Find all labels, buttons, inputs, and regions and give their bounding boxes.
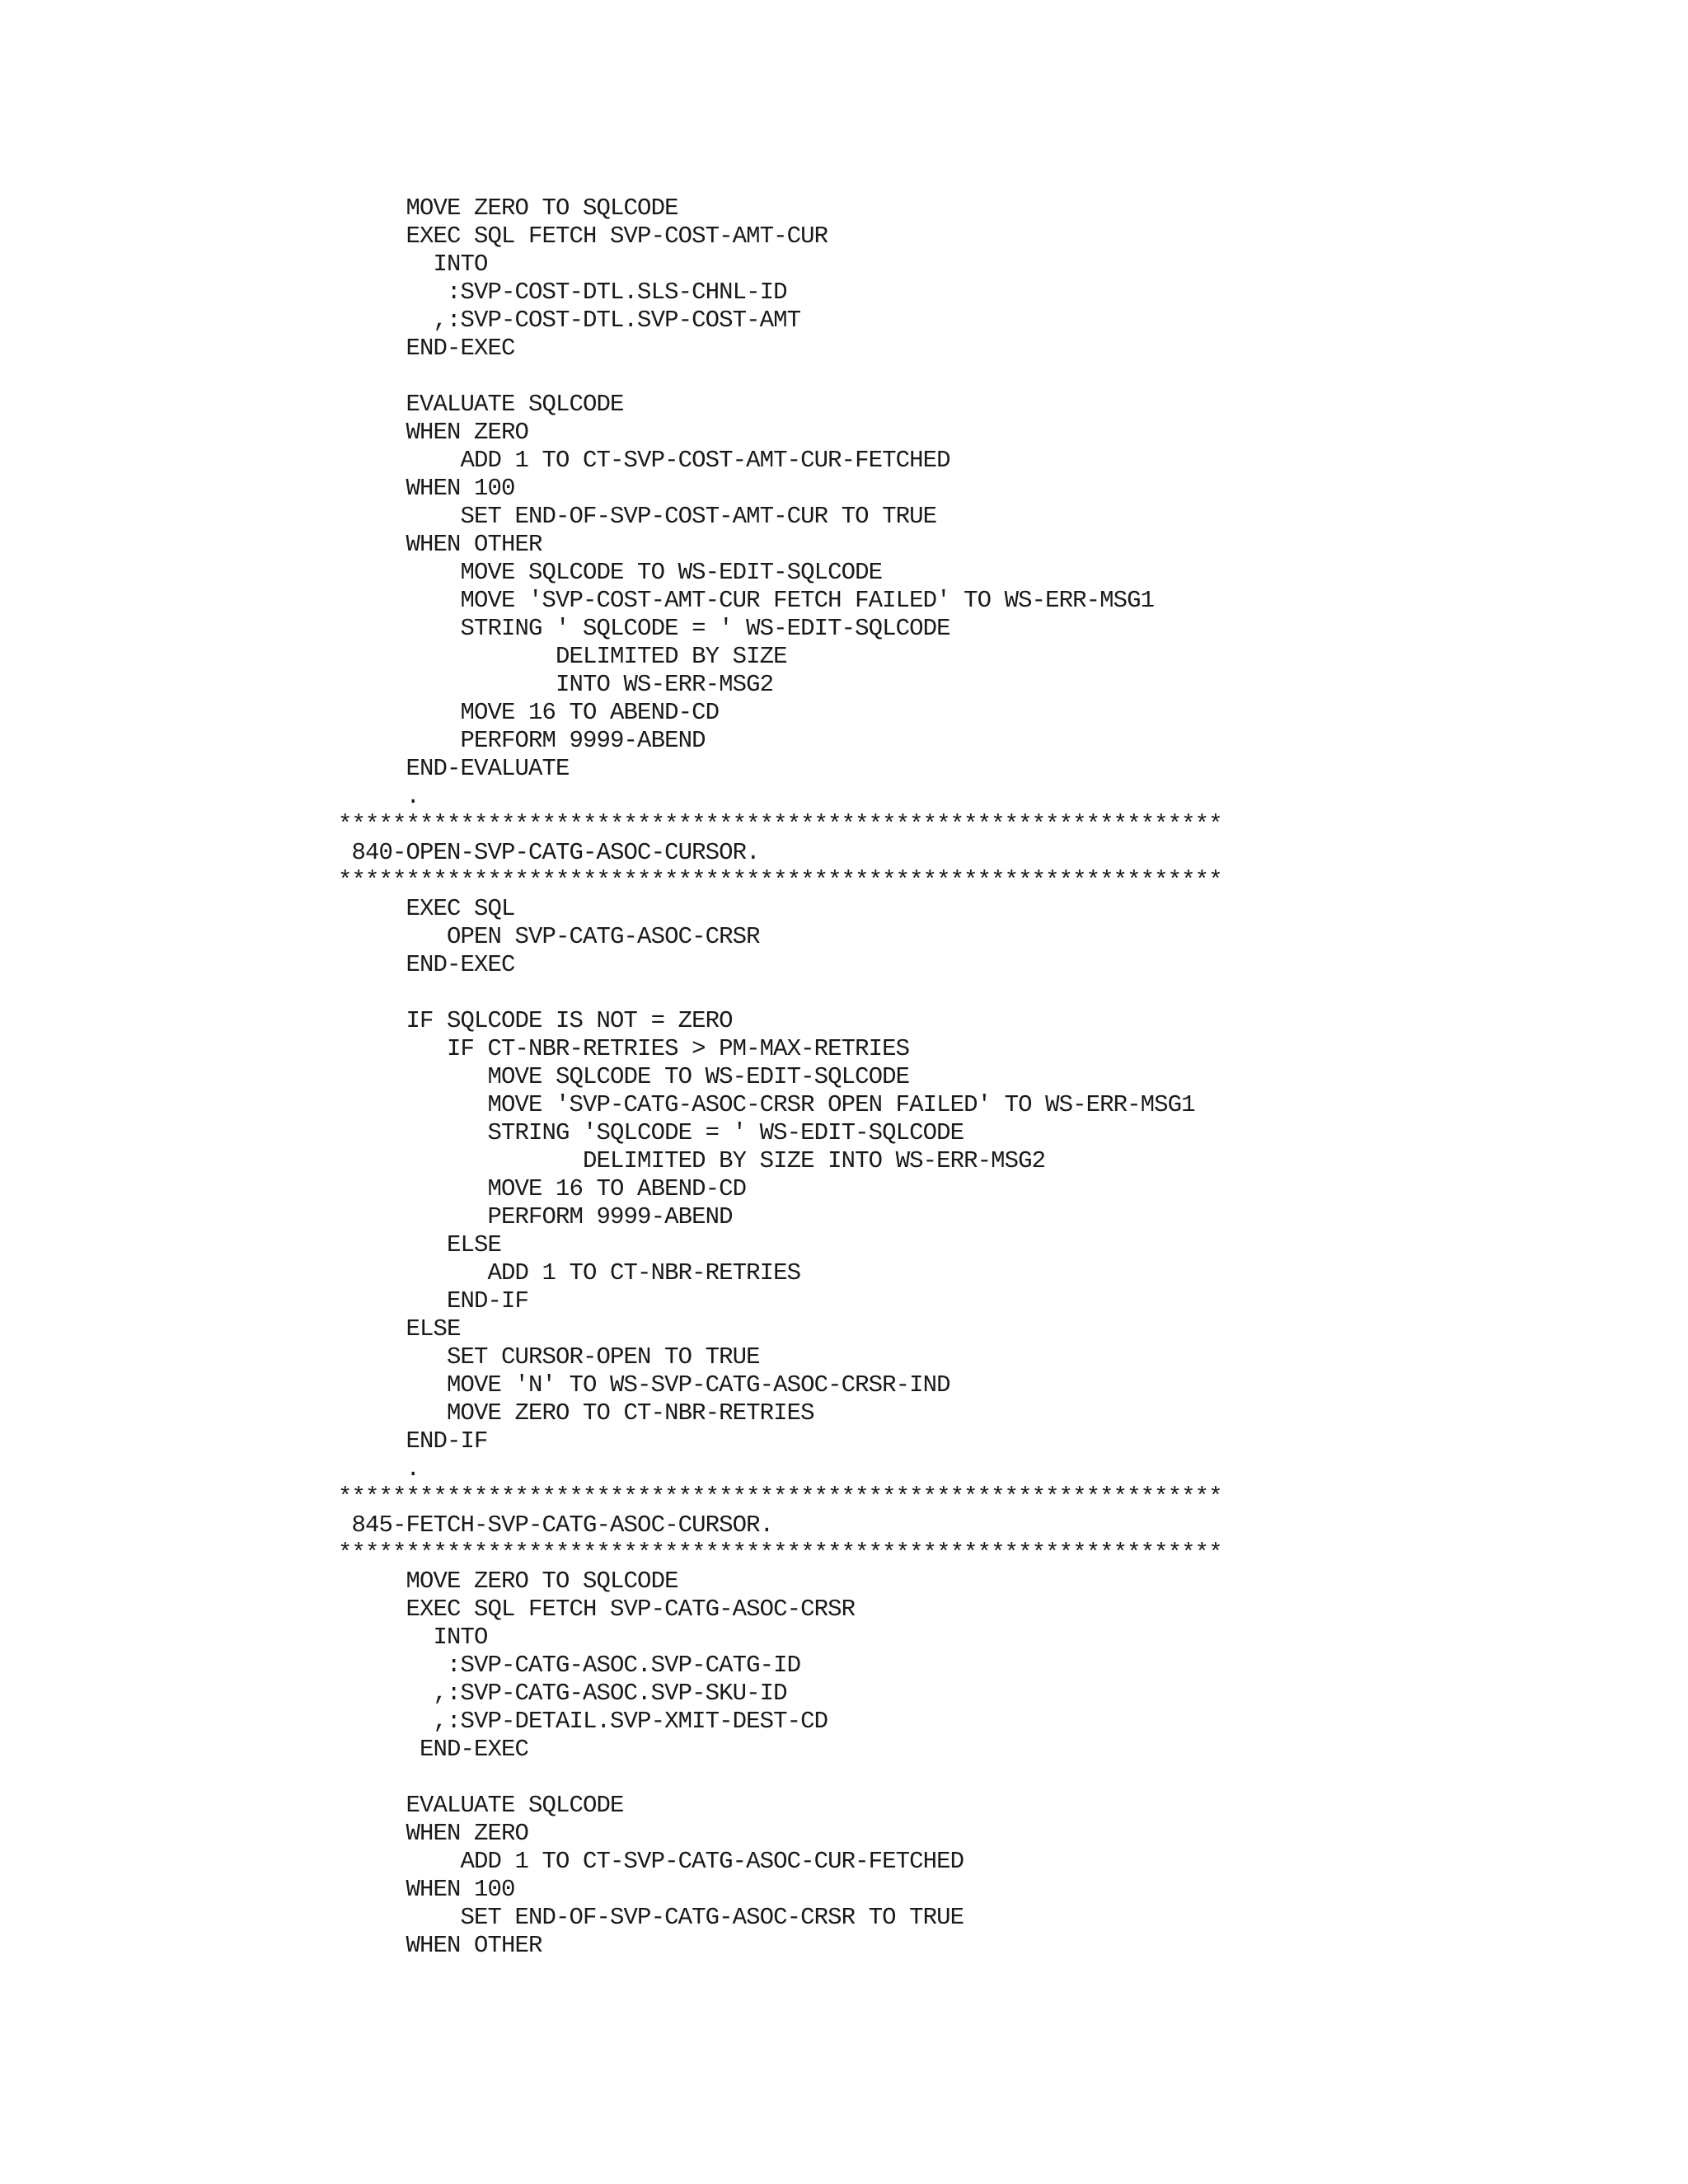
code-line: END-IF: [338, 1427, 488, 1455]
code-line: INTO: [338, 251, 488, 278]
code-line: EVALUATE SQLCODE: [338, 1792, 624, 1819]
code-line: EXEC SQL: [338, 895, 515, 922]
code-line: MOVE ZERO TO SQLCODE: [338, 194, 678, 222]
code-line: MOVE 16 TO ABEND-CD: [338, 1175, 747, 1202]
code-line: SET END-OF-SVP-CATG-ASOC-CRSR TO TRUE: [338, 1904, 964, 1931]
code-line: EVALUATE SQLCODE: [338, 391, 624, 418]
code-line: EXEC SQL FETCH SVP-COST-AMT-CUR: [338, 223, 828, 250]
code-line: SET END-OF-SVP-COST-AMT-CUR TO TRUE: [338, 503, 937, 530]
code-line: INTO WS-ERR-MSG2: [338, 671, 774, 698]
code-line: END-EXEC: [338, 951, 515, 978]
code-line: WHEN 100: [338, 475, 515, 502]
code-line: STRING 'SQLCODE = ' WS-EDIT-SQLCODE: [338, 1119, 964, 1146]
code-line: EXEC SQL FETCH SVP-CATG-ASOC-CRSR: [338, 1596, 856, 1623]
code-line: WHEN ZERO: [338, 419, 529, 446]
code-line: MOVE 'N' TO WS-SVP-CATG-ASOC-CRSR-IND: [338, 1371, 950, 1399]
code-line: ,:SVP-COST-DTL.SVP-COST-AMT: [338, 307, 801, 334]
code-line: DELIMITED BY SIZE: [338, 643, 787, 670]
code-line: WHEN OTHER: [338, 531, 542, 558]
code-line: SET CURSOR-OPEN TO TRUE: [338, 1343, 760, 1371]
code-line: MOVE ZERO TO CT-NBR-RETRIES: [338, 1399, 814, 1427]
code-line: ,:SVP-CATG-ASOC.SVP-SKU-ID: [338, 1680, 787, 1707]
code-line: .: [338, 783, 420, 810]
separator-line: *****************************************************************: [338, 1483, 1222, 1511]
code-line: END-EXEC: [338, 1736, 529, 1763]
code-line: 840-OPEN-SVP-CATG-ASOC-CURSOR.: [338, 839, 760, 866]
code-line: MOVE 'SVP-COST-AMT-CUR FETCH FAILED' TO WS-ERR-MSG1: [338, 587, 1155, 614]
blank-line: [338, 363, 1222, 391]
code-line: PERFORM 9999-ABEND: [338, 727, 706, 754]
code-listing: [338, 194, 1222, 1960]
code-line: MOVE 16 TO ABEND-CD: [338, 699, 720, 726]
code-line: STRING ' SQLCODE = ' WS-EDIT-SQLCODE: [338, 615, 950, 642]
code-line: DELIMITED BY SIZE INTO WS-ERR-MSG2: [338, 1147, 1046, 1174]
code-line: ELSE: [338, 1315, 461, 1343]
code-line: :SVP-COST-DTL.SLS-CHNL-ID: [338, 279, 787, 306]
code-line: :SVP-CATG-ASOC.SVP-CATG-ID: [338, 1652, 801, 1679]
code-line: MOVE 'SVP-CATG-ASOC-CRSR OPEN FAILED' TO WS-ERR-MSG1: [338, 1091, 1195, 1118]
code-line: ,:SVP-DETAIL.SVP-XMIT-DEST-CD: [338, 1708, 828, 1735]
code-line: .: [338, 1455, 420, 1483]
code-line: END-EXEC: [338, 335, 515, 362]
blank-line: [338, 979, 1222, 1007]
code-line: MOVE SQLCODE TO WS-EDIT-SQLCODE: [338, 1063, 910, 1090]
code-line: IF SQLCODE IS NOT = ZERO: [338, 1007, 733, 1034]
code-line: WHEN ZERO: [338, 1820, 529, 1847]
code-line: 845-FETCH-SVP-CATG-ASOC-CURSOR.: [338, 1511, 774, 1539]
separator-line: *****************************************************************: [338, 1540, 1222, 1567]
code-line: END-IF: [338, 1287, 529, 1315]
code-line: PERFORM 9999-ABEND: [338, 1203, 733, 1230]
separator-line: *****************************************************************: [338, 811, 1222, 838]
code-line: OPEN SVP-CATG-ASOC-CRSR: [338, 923, 760, 950]
code-line: MOVE SQLCODE TO WS-EDIT-SQLCODE: [338, 559, 883, 586]
code-line: ELSE: [338, 1231, 502, 1258]
blank-line: [338, 1764, 1222, 1792]
code-line: WHEN OTHER: [338, 1932, 542, 1959]
code-line: END-EVALUATE: [338, 755, 570, 782]
code-line: INTO: [338, 1624, 488, 1651]
code-line: WHEN 100: [338, 1876, 515, 1903]
separator-line: *****************************************************************: [338, 867, 1222, 894]
code-line: IF CT-NBR-RETRIES > PM-MAX-RETRIES: [338, 1035, 910, 1062]
code-line: ADD 1 TO CT-SVP-COST-AMT-CUR-FETCHED: [338, 447, 950, 474]
code-line: ADD 1 TO CT-NBR-RETRIES: [338, 1259, 801, 1286]
code-line: ADD 1 TO CT-SVP-CATG-ASOC-CUR-FETCHED: [338, 1848, 964, 1875]
code-line: MOVE ZERO TO SQLCODE: [338, 1568, 678, 1595]
